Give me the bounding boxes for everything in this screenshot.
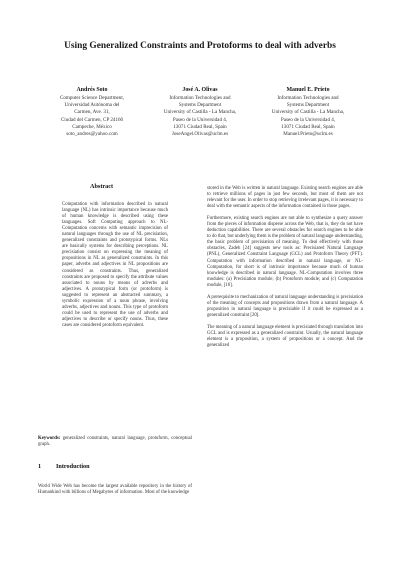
author-email: soto_andres@yahoo.com (66, 131, 118, 138)
section-title: Introduction (56, 463, 90, 470)
body-paragraph: The meaning of a natural language element is precisiated through translation into GCL and is expressed as a generalized constraint. Usually, the natural language element is a proposition, a system of propositions or a concept. And the generalized (207, 324, 363, 349)
author-email: JoseAngel.Olivas@uclm.es (171, 131, 229, 138)
abstract-text: Computation with information described in natural language (NL) has intrinsic importance because much of human knowledge is described using these languages. Soft Computing approach to NL-Computation concerns with semantic imprecision of natural languages through the use of NL precisiation, generalized constraints and prototypical forms. NLs are basically systems for describing perceptions. NL precisiation consist on expressing the meaning of propositions in NL as generalized constraints. In this paper, adverbs and adjectives in NL propositions are considered as constraints. Thus, generalized constraints are proposed to specify the attribute values associated to nouns by means of adverbs and adjectives. A prototypical form (or protoform) is suggested to represent an abstracted summary, a symbolic expression of a noun phrase, involving adverbs, adjectives and nouns. This type of protoform could be used to represent the use of adverbs and adjectives to describe or specify nouns. Thus, these cases are considered protoform equivalent. (62, 202, 168, 328)
author-affiliation-line: Paseo de la Universidad 4, (172, 116, 228, 123)
author-affiliation-line: 13071 Ciudad Real, Spain (281, 123, 335, 130)
author-block (140, 86, 260, 138)
author-name: Manuel E. Prieto (286, 87, 330, 93)
body-paragraph: stored in the Web is written in natural language. Existing search engines are able to retrieve millions of pages in just few seconds, but most of them are not relevant for the user. In order to stop retrieving irrelevant pages, it is necessary to deal with the semantic aspects of the information contained in those pages. (207, 186, 363, 210)
author-affiliation-line: Systems Department (178, 102, 222, 109)
body-paragraph: A prerequisite to mechanization of natural language understanding is precisiation of the meaning of concepts and propositions drawn from a natural language. A proposition in natural language is precisiable if it could be expressed as a generalized constraint [20]. (207, 294, 363, 318)
introduction-body (38, 484, 192, 496)
author-affiliation-line: Computer Science Department, (59, 95, 125, 101)
author-affiliation-line: University of Castilla - La Mancha, (271, 109, 345, 116)
abstract-heading: Abstract (90, 183, 114, 190)
section-heading (38, 463, 90, 470)
author-block (248, 86, 368, 138)
paper-title: Using Generalized Constraints and Protoforms to deal with adverbs (64, 41, 336, 51)
author-affiliation-line: Universidad Autónoma del (64, 102, 120, 109)
author-name: Andrés Soto (76, 87, 108, 93)
author-affiliation-line: Systems Department (286, 102, 330, 109)
author-email: Manuel.Prieto@uclm.es (283, 131, 333, 138)
abstract-body (62, 202, 168, 329)
author-affiliation-line: University of Castilla - La Mancha, (163, 109, 237, 116)
keywords-label: Keywords: (38, 436, 61, 441)
section-number: 1 (38, 463, 42, 470)
author-affiliation-line: 13071 Ciudad Real, Spain (173, 123, 227, 130)
right-column (207, 186, 363, 349)
author-affiliation-line: Paseo de la Universidad 4, (280, 116, 336, 123)
author-affiliation-line: Information Technologies and (169, 95, 231, 101)
author-affiliation-line: Carmen, Ave. 31, (74, 109, 110, 116)
author-affiliation-line: Campeche, México (72, 123, 112, 130)
body-paragraph: Furthermore, existing search engines are not able to synthesize a query answer from the pieces of information disperse across the Web, that is, they do not have deduction capabilities. There are several obstacles for search engines to be able to do that, but underlying them is the problem of natural language understanding, the basic problem of precisiation of meaning. To deal effectively with those obstacles, Zadeh [24] suggests new tools as: Precisiated Natural Language (PNL), Generalized Constraint Language (GCL) and Protoform Theory (PFT). Computation with information described in natural language, or NL-Computation, for short is of intrinsic importance because much of human knowledge is described in natural language. NL-Computation involves three modules: (a) Precisiation module; (b) Protoform module; and (c) Computation module, [16]. (207, 216, 363, 288)
introduction-text: World Wide Web has become the largest available repository in the history of Humankind with billions of Megabytes of information. Most of the knowledge (38, 484, 192, 496)
author-affiliation-line: Information Technologies and (277, 95, 339, 101)
keywords-text: generalized constraints, natural language, protoform, conceptual graph. (38, 436, 193, 448)
author-affiliation-line: Ciudad del Carmen, CP 24160 (60, 116, 124, 123)
author-block (32, 86, 152, 138)
author-name: José A. Olivas (182, 87, 218, 93)
keywords (38, 436, 192, 448)
